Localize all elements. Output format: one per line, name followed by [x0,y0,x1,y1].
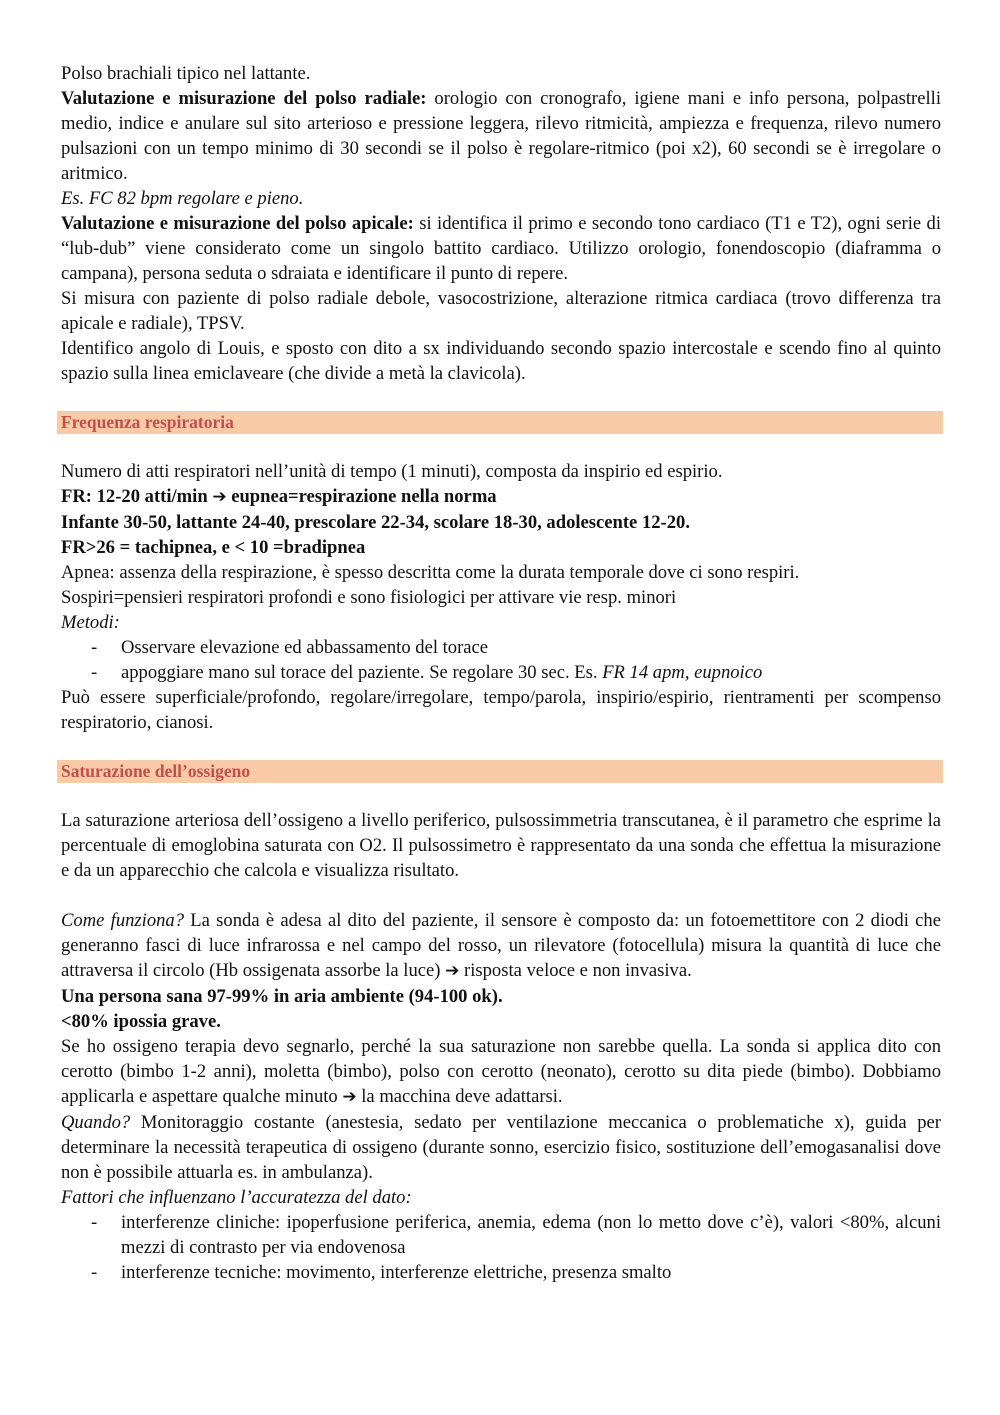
italic-text: FR 14 apm, eupnoico [602,662,763,683]
list-item: - Osservare elevazione ed abbassamento del torace [61,635,941,660]
italic-label: Metodi: [61,612,120,633]
paragraph-text: orologio con cronografo, igiene mani e info persona, polpastrelli medio, indice e anulare sul sito arterioso e pressione leggera, rilevo ritmicità, ampiezza e frequenza, rilevo numero pulsazioni con un tempo minimo di 30 secondi se il polso è regolare-ritmico (poi x2), 60 secondi se è irregolare o aritmico. [61,88,941,184]
list-item [61,660,941,685]
paragraph [61,1034,941,1110]
paragraph: La saturazione arteriosa dell’ossigeno a livello periferico, pulsossimmetria transcutanea, è il parametro che esprime la percentuale di emoglobina saturata con O2. Il pulsossimetro è rappresentato da una sonda che effettua la misurazione e da un apparecchio che calcola e visualizza risultato. [61,810,941,881]
bold-line: Infante 30-50, lattante 24-40, prescolare 22-34, scolare 18-30, adolescente 12-20. [61,512,690,533]
spacer [61,783,941,808]
paragraph: Apnea: assenza della respirazione, è spesso descritta come la durata temporale dove ci sono respiri. [61,562,800,583]
paragraph: Può essere superficiale/profondo, regolare/irregolare, tempo/parola, inspirio/espirio, rientramenti per scompenso respiratorio, cianosi. [61,687,941,733]
bold-line: <80% ipossia grave. [61,1011,221,1032]
paragraph: Si misura con paziente di polso radiale debole, vasocostrizione, alterazione ritmica cardiaca (trovo differenza tra apicale e radiale), TPSV. [61,288,941,334]
dash-list [61,1210,941,1285]
bold-text: eupnea=respirazione nella norma [226,486,497,507]
paragraph-text: risposta veloce e non invasiva. [459,960,692,981]
paragraph: Numero di atti respiratori nell’unità di tempo (1 minuti), composta da inspirio ed espirio. [61,461,723,482]
example-line: Es. FC 82 bpm regolare e pieno. [61,188,304,209]
italic-text: Come funziona? [61,910,185,931]
paragraph-polso-radiale [61,86,941,186]
spacer [61,735,941,760]
spacer [61,386,941,411]
document-page [61,61,941,1285]
paragraph-text: si identifica il primo e secondo tono cardiaco (T1 e T2), ogni serie di “lub-dub” viene considerato come un singolo battito cardiaco. Utilizzo orologio, fonendoscopio (diaframma o campana), persona seduta o sdraiata e identificare il punto di repere. [61,213,942,284]
paragraph: Identifico angolo di Louis, e sposto con dito a sx individuando secondo spazio intercostale e scendo fino al quinto spazio sulla linea emiclaveare (che divide a metà la clavicola). [61,338,941,384]
paragraph-text: Monitoraggio costante (anestesia, sedato per ventilazione meccanica o problematiche x), guida per determinare la necessità terapeutica di ossigeno (durante sonno, esercizio fisico, sostituzione dell’emogasanalisi dove non è possibile attuarla es. in ambulanza). [61,1112,941,1183]
bold-term: Valutazione e misurazione del polso apicale: [61,213,414,234]
spacer [61,434,941,459]
paragraph-polso-apicale [61,211,941,286]
bold-text: FR: 12-20 atti/min [61,486,213,507]
text-line: Polso brachiali tipico nel lattante. [61,63,311,84]
paragraph-text: Se ho ossigeno terapia devo segnarlo, perché la sua saturazione non sarebbe quella. La sonda si applica dito con cerotto (bimbo 1-2 anni), moletta (bimbo), polso con cerotto (neonato), cerotto su dita piede (bimbo). Dobbiamo applicarla e aspettare qualche minuto [61,1036,941,1107]
section-heading-saturazione: Saturazione dell’ossigeno [57,760,943,783]
list-item: - interferenze cliniche: ipoperfusione periferica, anemia, edema (non lo metto dove c’è), valori <80%, alcuni mezzi di contrasto per via endovenosa [61,1210,941,1260]
right-arrow-icon: ➔ [445,961,460,981]
bold-line [61,484,941,510]
paragraph: Sospiri=pensieri respiratori profondi e sono fisiologici per attivare vie resp. minori [61,587,677,608]
spacer [61,883,941,908]
bold-line: FR>26 = tachipnea, e < 10 =bradipnea [61,537,366,558]
bold-line: Una persona sana 97-99% in aria ambiente (94-100 ok). [61,986,503,1007]
right-arrow-icon: ➔ [342,1087,357,1107]
list-item-text: appoggiare mano sul torace del paziente. Se regolare 30 sec. Es. [121,662,603,683]
paragraph-text: la macchina deve adattarsi. [356,1086,563,1107]
paragraph-quando [61,1110,941,1185]
paragraph-text: La sonda è adesa al dito del paziente, il sensore è composto da: un fotoemettitore con 2 diodi che generanno fasci di luce infrarossa e nel campo del rosso, un rilevatore (fotocellula) misura la quantità di luce che attraversa il circolo (Hb ossigenata assorbe la luce) [61,910,941,981]
right-arrow-icon: ➔ [212,487,227,507]
bold-term: Valutazione e misurazione del polso radiale: [61,88,427,109]
italic-text: Quando? [61,1112,131,1133]
paragraph-come-funziona [61,908,941,984]
list-item: - interferenze tecniche: movimento, interferenze elettriche, presenza smalto [61,1260,941,1285]
section-heading-frequenza: Frequenza respiratoria [57,411,943,434]
dash-list [61,635,941,685]
italic-label: Fattori che influenzano l’accuratezza del dato: [61,1187,412,1208]
